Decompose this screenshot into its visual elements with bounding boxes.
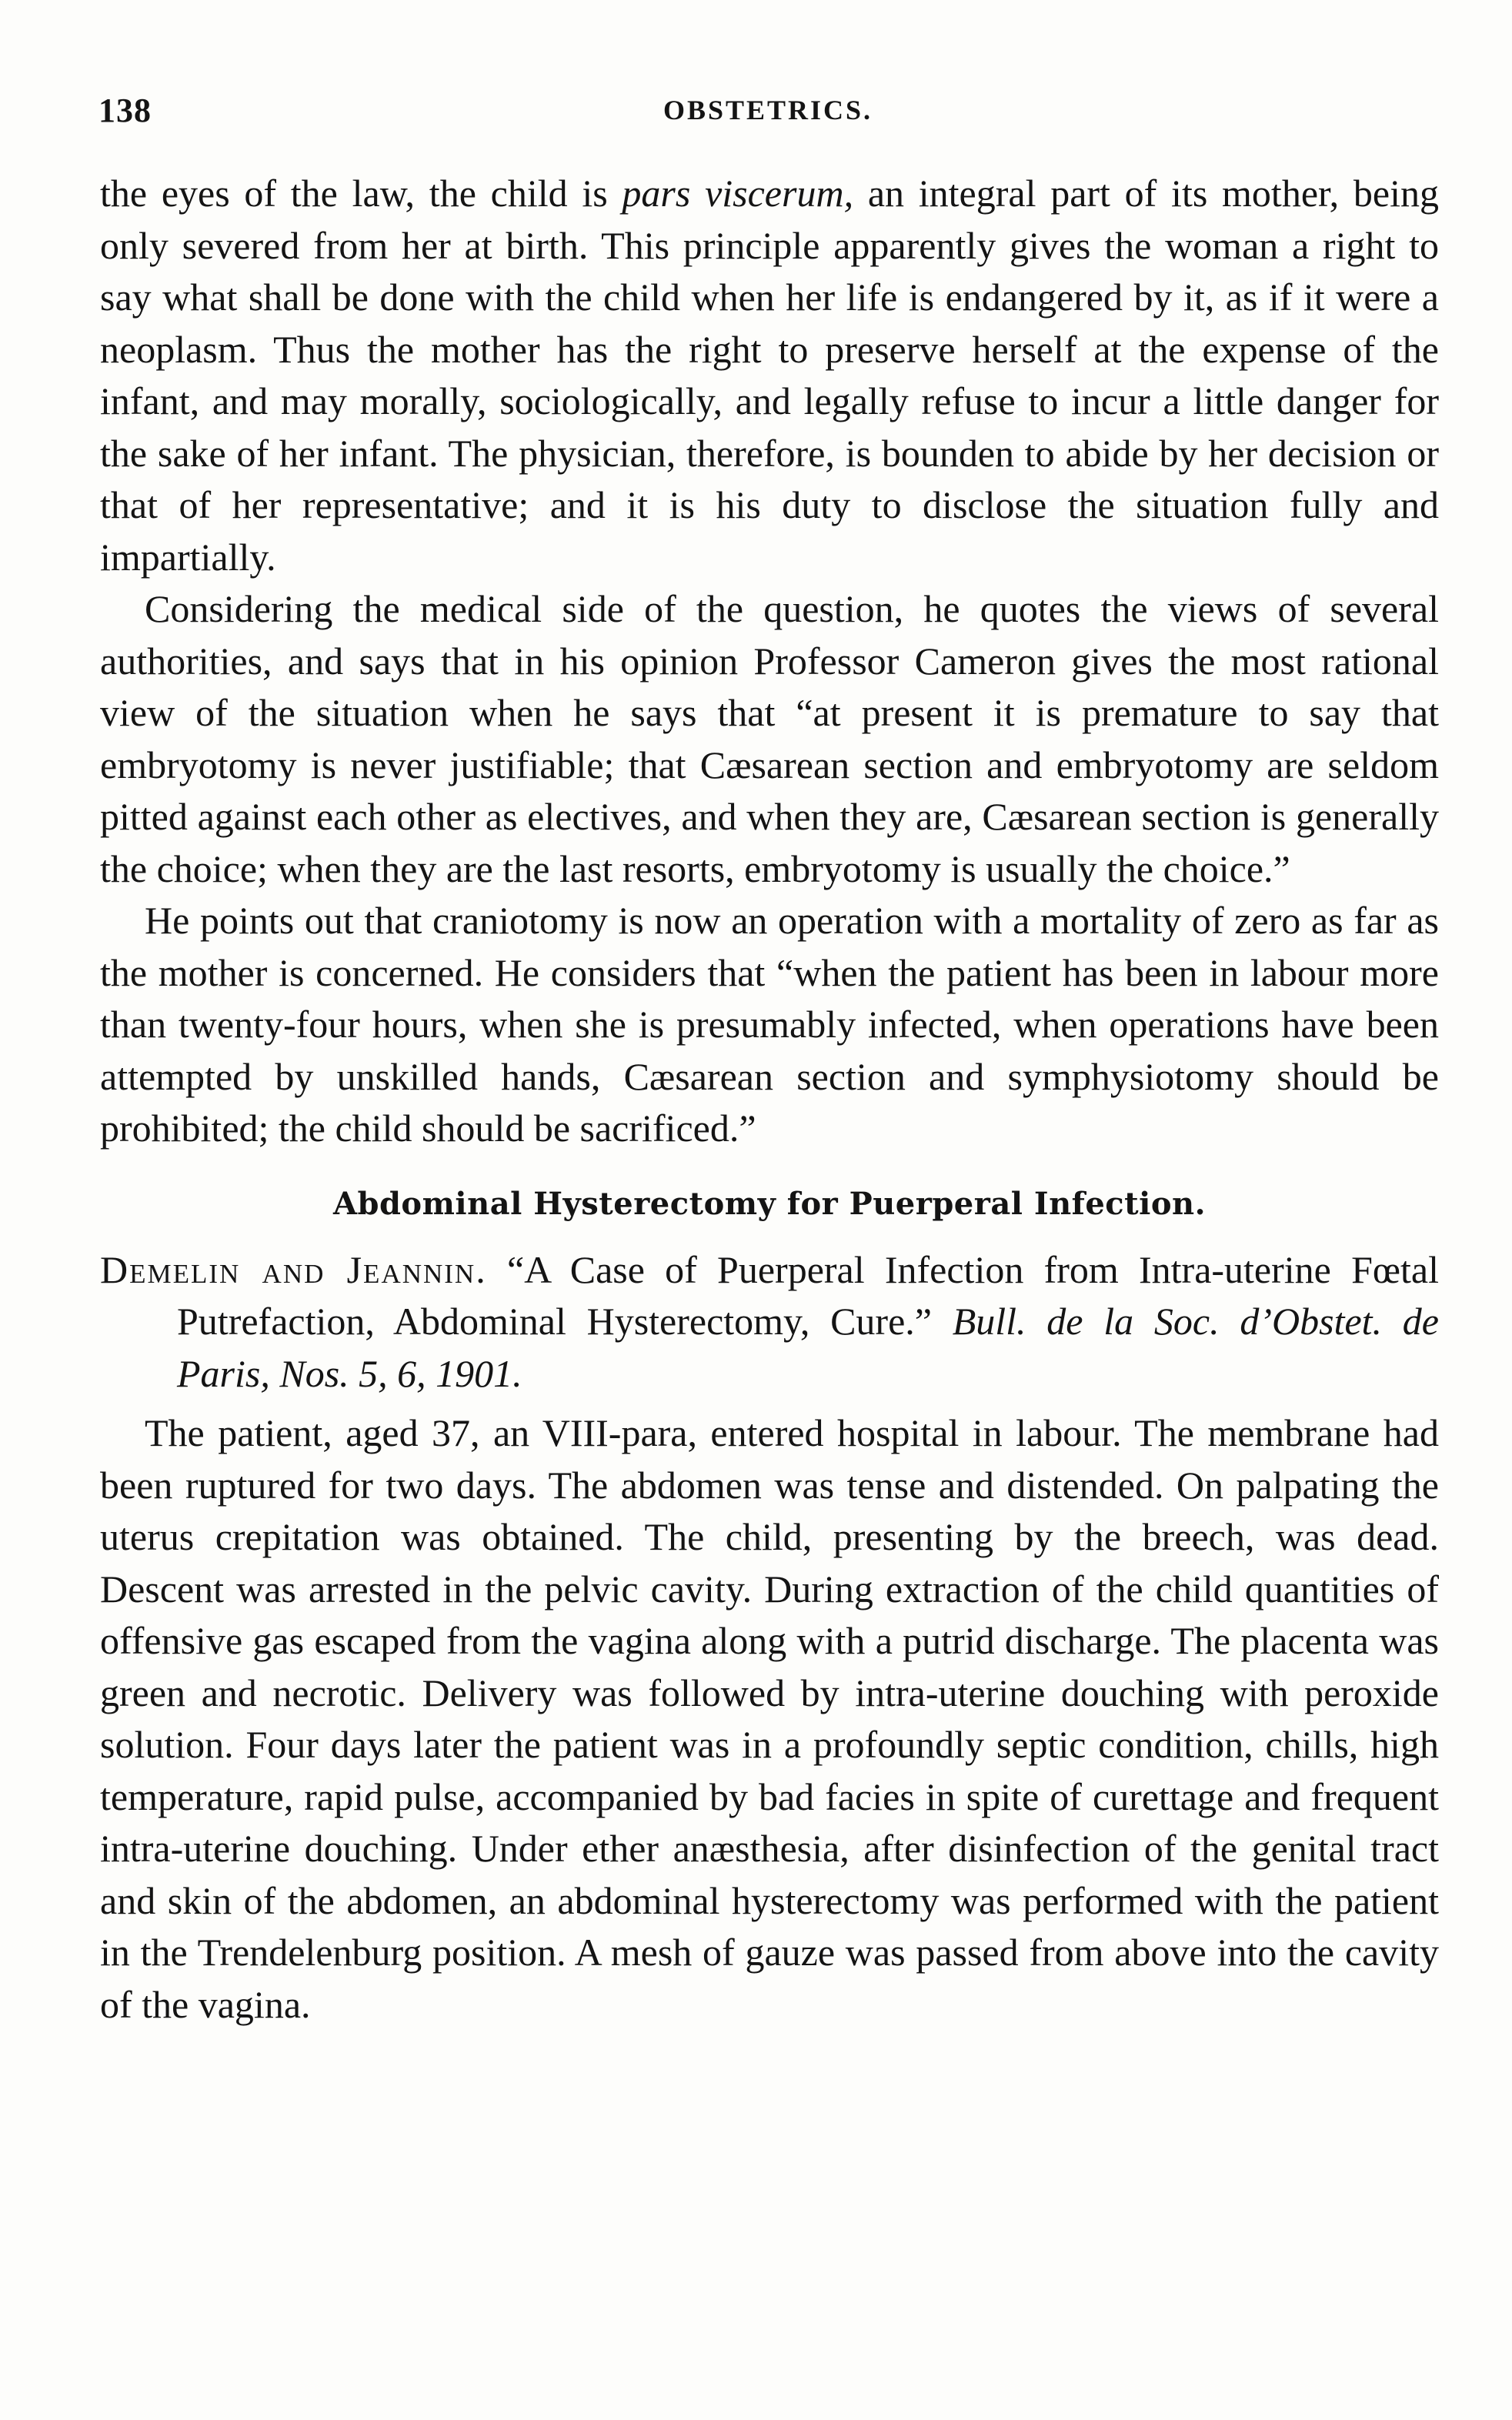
- citation-journal: Bull. de la Soc. d’Obstet. de Paris, Nos. 5, 6, 1901.: [177, 1300, 1439, 1395]
- paragraph-case-report: The patient, aged 37, an VIII-para, entered hospital in labour. The membrane had been ruptured for two days. The abdomen was tense and distended. On palpating the uterus crepitation was obtained. The child, presenting by the breech, was dead. Descent was arrested in the pelvic cavity. During extraction of the child quantities of offensive gas escaped from the vagina along with a putrid discharge. The placenta was green and necrotic. Delivery was followed by intra-uterine douching with peroxide solution. Four days later the patient was in a profoundly septic condition, chills, high temperature, rapid pulse, accompanied by bad facies in spite of curettage and frequent intra-uterine douching. Under ether anæsthesia, after disinfection of the genital tract and skin of the abdomen, an abdominal hysterectomy was performed with the patient in the Trendelenburg position. A mesh of gauze was passed from above into the cavity of the vagina.: [100, 1411, 1439, 2026]
- citation-authors: Demelin and Jeannin.: [100, 1247, 487, 1291]
- running-head: [98, 91, 1437, 137]
- paragraph-text: the eyes of the law, the child is: [100, 172, 622, 215]
- paragraph-medical-side: Considering the medical side of the question, he quotes the views of several authorities, and says that in his opinion Professor Cameron gives the most rational view of the situation when he says that “at present it is premature to say that embryotomy is never justifiable; that Cæsarean section and embryotomy are seldom pitted against each other as electives, and when they are, Cæsarean section is generally the choice; when they are the last resorts, embryotomy is usually the choice.”: [100, 587, 1439, 890]
- body-text: [100, 168, 1439, 2031]
- page-number: 138: [98, 92, 152, 129]
- paragraph-text: an integral part of its mother, being only severed from her at birth. This principle apparently gives the woman a right to say what shall be done with the child when her life is endangered by it, as if it were a neoplasm. Thus the mother has the right to preserve herself at the expense of the infant, and may morally, sociologically, and legally refuse to incur a little danger for the sake of her infant. The physician, therefore, is bounden to abide by her decision or that of her representative; and it is his duty to disclose the situation fully and impartially.: [100, 172, 1439, 579]
- paragraph-craniotomy: He points out that craniotomy is now an operation with a mortality of zero as far as the mother is concerned. He considers that “when the patient has been in labour more than twenty-four hours, when she is presumably infected, when operations have been attempted by unskilled hands, Cæsarean section and symphysiotomy should be prohibited; the child should be sacrificed.”: [100, 899, 1439, 1150]
- citation: [100, 1244, 1439, 1400]
- paragraph-continued: [100, 168, 1439, 583]
- running-title: OBSTETRICS.: [663, 95, 873, 125]
- citation-title: “A Case of Puerperal Infection from Intra-uterine Fœtal Putrefaction, Abdominal Hysterectomy, Cure.”: [177, 1247, 1439, 1343]
- latin-phrase: pars viscerum,: [622, 172, 854, 215]
- section-heading: Abdominal Hysterectomy for Puerperal Infection.: [332, 1185, 1207, 1222]
